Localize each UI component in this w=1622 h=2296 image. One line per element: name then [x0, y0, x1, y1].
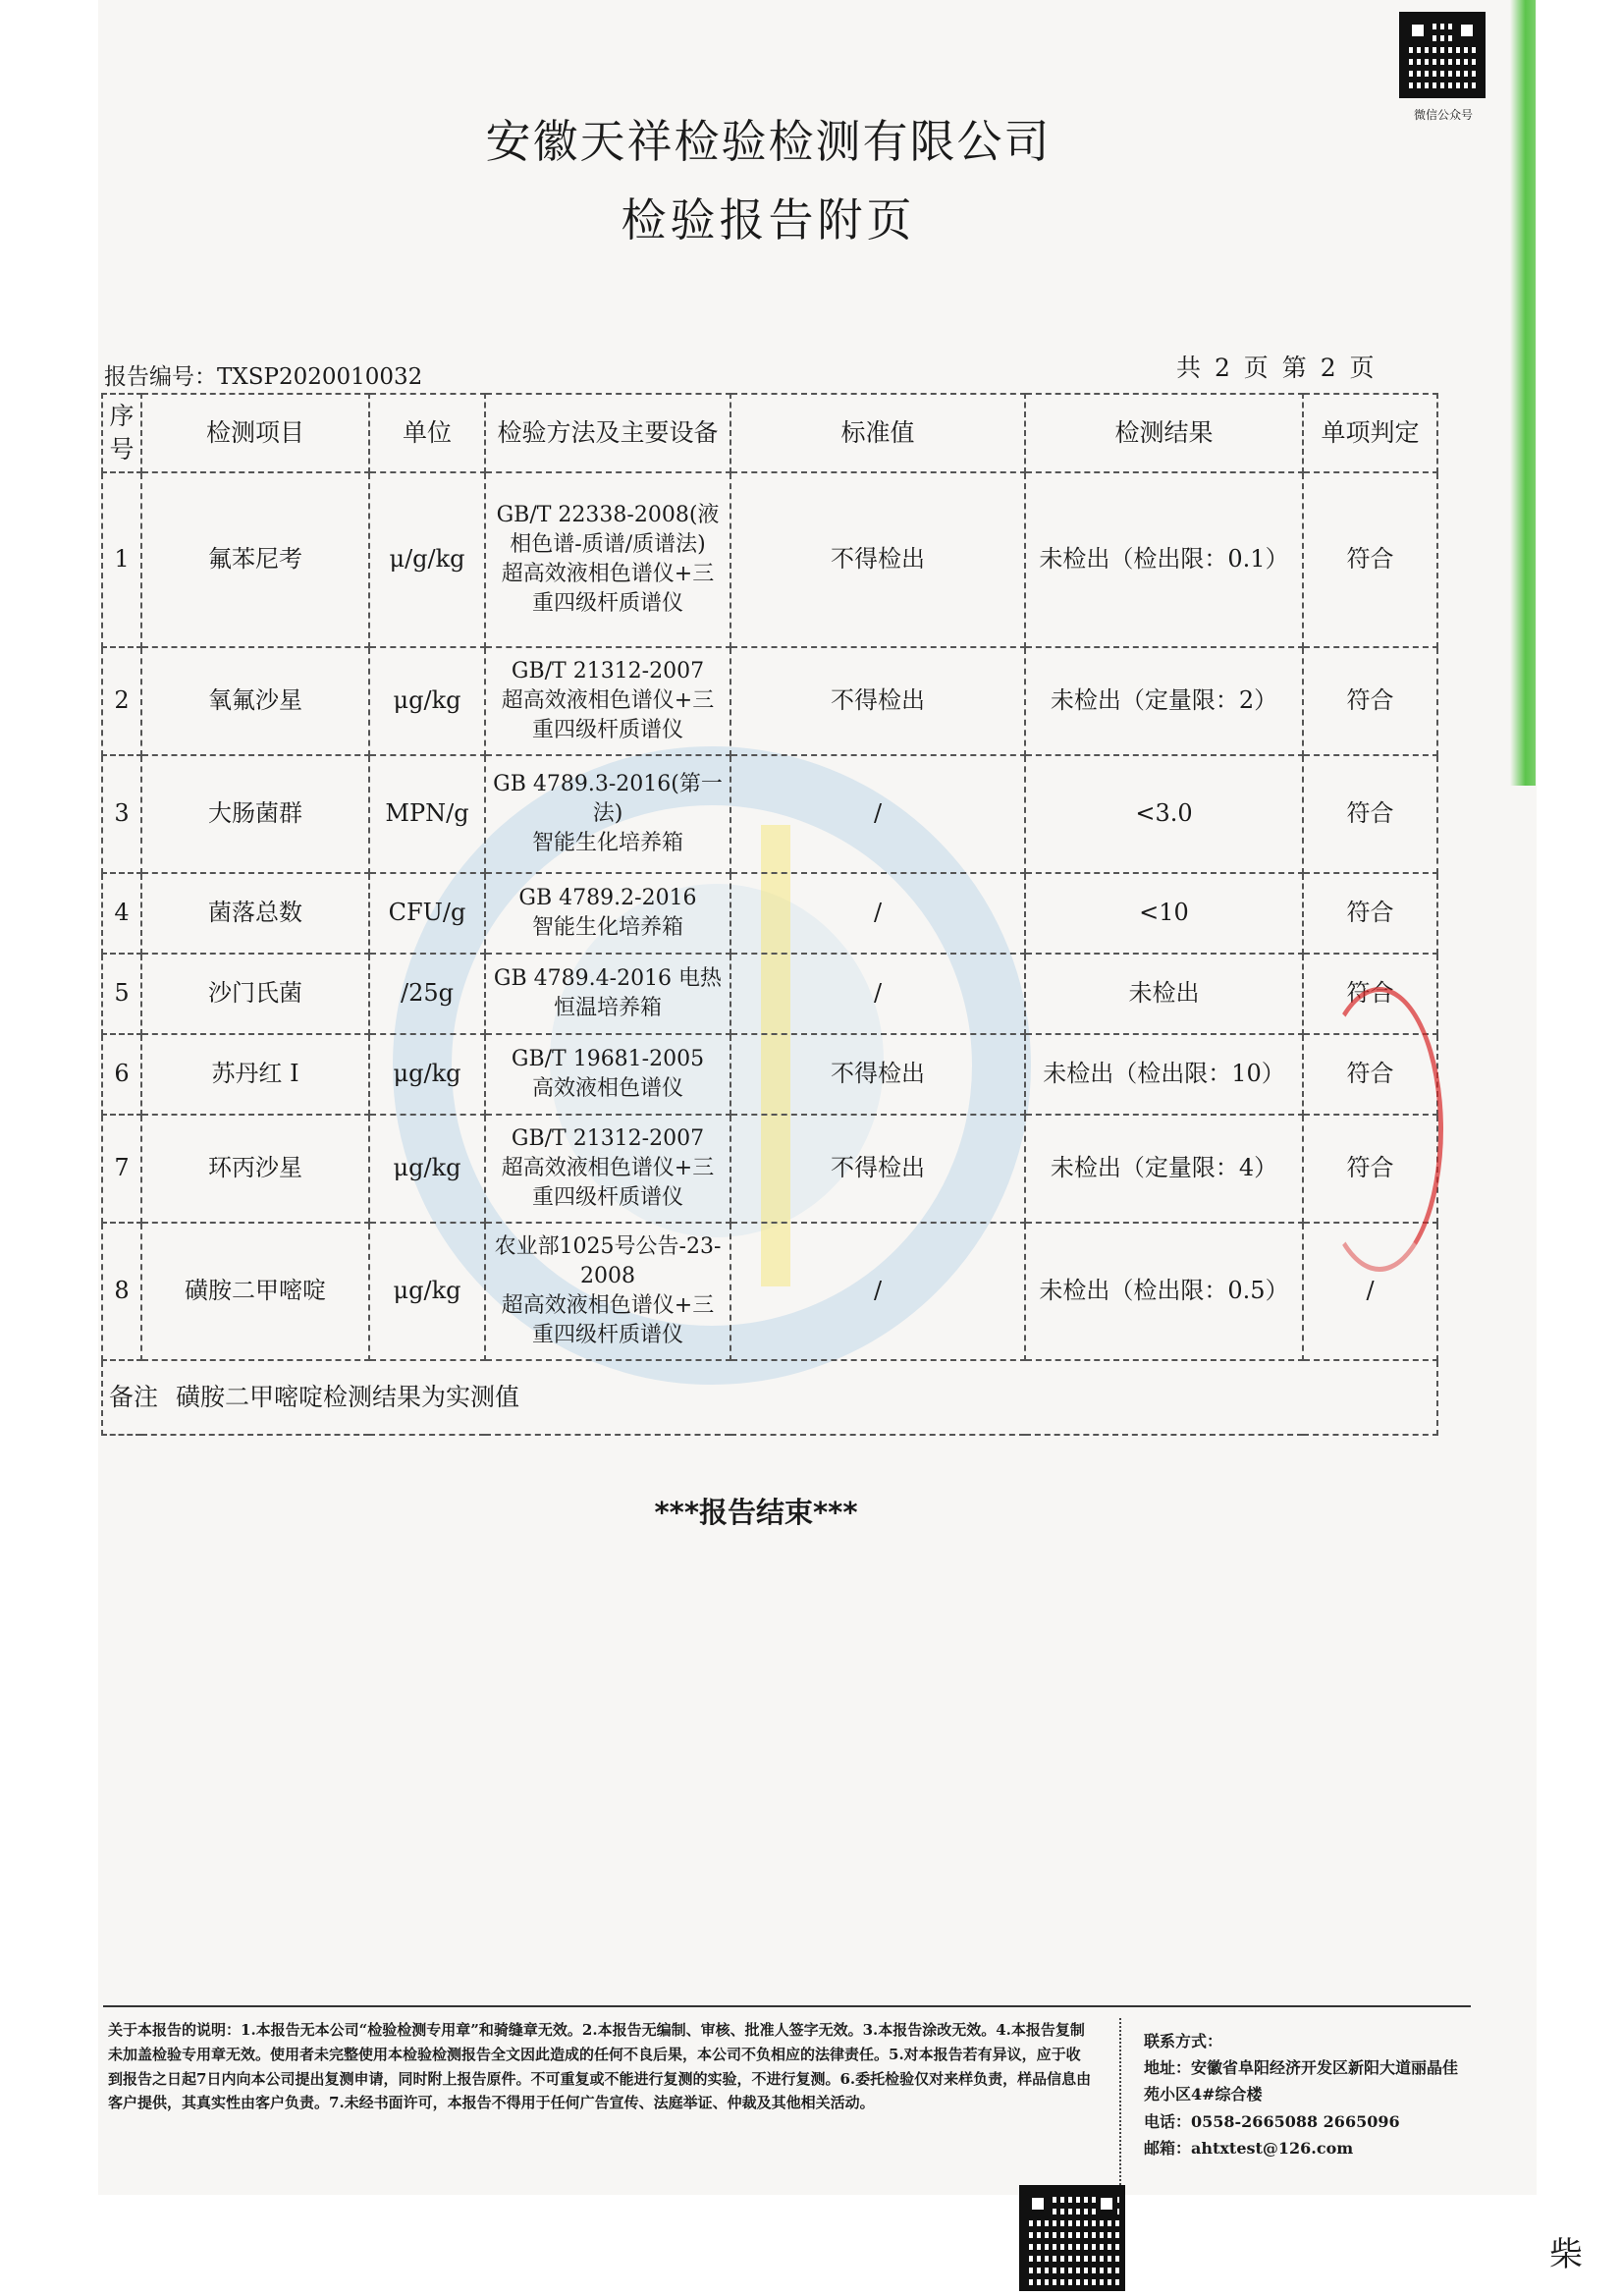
table-row [102, 1034, 1437, 1115]
table-row [102, 954, 1437, 1034]
test-result: 未检出（检出限：0.5） [1025, 1223, 1303, 1360]
verdict: 符合 [1303, 1034, 1437, 1115]
standard-value: 不得检出 [730, 1115, 1025, 1223]
test-method: GB/T 21312-2007 超高效液相色谱仪+三重四级杆质谱仪 [485, 1115, 730, 1223]
footer-column-divider [1119, 2018, 1121, 2185]
test-item: 菌落总数 [141, 873, 369, 954]
contact-address: 地址：安徽省阜阳经济开发区新阳大道丽晶佳苑小区4#综合楼 [1144, 2058, 1459, 2105]
table-row [102, 755, 1437, 873]
test-method: GB 4789.4-2016 电热恒温培养箱 [485, 954, 730, 1034]
footer-divider-line [103, 2005, 1471, 2007]
qr-code-icon [1019, 2185, 1125, 2291]
unit: μg/kg [369, 647, 485, 755]
row-number: 5 [102, 954, 141, 1034]
column-header: 序号 [102, 394, 141, 472]
verdict: 符合 [1303, 647, 1437, 755]
test-method: GB/T 22338-2008(液相色谱-质谱/质谱法) 超高效液相色谱仪+三重四级杆质谱仪 [485, 472, 730, 647]
unit: μ/g/kg [369, 472, 485, 647]
row-number: 1 [102, 472, 141, 647]
test-result: 未检出 [1025, 954, 1303, 1034]
column-header: 标准值 [730, 394, 1025, 472]
company-name: 安徽天祥检验检测有限公司 [485, 115, 1052, 168]
test-item: 环丙沙星 [141, 1115, 369, 1223]
contact-phone: 电话：0558-2665088 2665096 [1144, 2111, 1400, 2131]
row-number: 4 [102, 873, 141, 954]
table-row [102, 647, 1437, 755]
unit: MPN/g [369, 755, 485, 873]
report-end: ***报告结束*** [654, 1496, 858, 1529]
column-header: 单位 [369, 394, 485, 472]
unit: μg/kg [369, 1115, 485, 1223]
table-row [102, 873, 1437, 954]
standard-value: / [730, 954, 1025, 1034]
table-header-row [102, 394, 1437, 472]
verdict: 符合 [1303, 472, 1437, 647]
note-row [102, 1360, 1437, 1435]
column-header: 检测结果 [1025, 394, 1303, 472]
qr-code-icon [1399, 12, 1486, 98]
official-seal [1316, 987, 1443, 1272]
test-method: GB/T 21312-2007 超高效液相色谱仪+三重四级杆质谱仪 [485, 647, 730, 755]
test-item: 沙门氏菌 [141, 954, 369, 1034]
verdict: 符合 [1303, 1115, 1437, 1223]
row-number: 2 [102, 647, 141, 755]
row-number: 7 [102, 1115, 141, 1223]
standard-value: / [730, 755, 1025, 873]
column-header: 检验方法及主要设备 [485, 394, 730, 472]
contact-block [1144, 2028, 1468, 2161]
test-item: 磺胺二甲嘧啶 [141, 1223, 369, 1360]
note-text: 磺胺二甲嘧啶检测结果为实测值 [175, 1382, 519, 1411]
test-result: 未检出（检出限：10） [1025, 1034, 1303, 1115]
contact-email: 邮箱：ahtxtest@126.com [1144, 2138, 1354, 2158]
verdict: 符合 [1303, 755, 1437, 873]
table-row [102, 1115, 1437, 1223]
verdict: / [1303, 1223, 1437, 1360]
note-label: 备注 [109, 1382, 159, 1411]
test-result: 未检出（定量限：2） [1025, 647, 1303, 755]
test-item: 苏丹红 I [141, 1034, 369, 1115]
standard-value: / [730, 873, 1025, 954]
row-number: 3 [102, 755, 141, 873]
test-result: <3.0 [1025, 755, 1303, 873]
row-number: 6 [102, 1034, 141, 1115]
test-item: 氟苯尼考 [141, 472, 369, 647]
row-number: 8 [102, 1223, 141, 1360]
verdict: 符合 [1303, 873, 1437, 954]
column-header: 检测项目 [141, 394, 369, 472]
results-table [101, 393, 1438, 1436]
column-header: 单项判定 [1303, 394, 1437, 472]
standard-value: 不得检出 [730, 647, 1025, 755]
unit: CFU/g [369, 873, 485, 954]
document-title: 检验报告附页 [621, 193, 916, 246]
standard-value: / [730, 1223, 1025, 1360]
verdict: 符合 [1303, 954, 1437, 1034]
page-indicator: 共 2 页 第 2 页 [1176, 354, 1378, 382]
test-result: 未检出（定量限：4） [1025, 1115, 1303, 1223]
unit: /25g [369, 954, 485, 1034]
report-disclaimer: 关于本报告的说明：1.本报告无本公司“检验检测专用章”和骑缝章无效。2.本报告无编制、审核、批准人签字无效。3.本报告涂改无效。4.本报告复制未加盖检验专用章无效。使用者未完整使用本检验检测报告全文因此造成的任何不良后果，本公司不负相应的法律责任。5.对本报告若有异议，应于收到报告之日起7日内向本公司提出复测申请，同时附上报告原件。不可重复或不能进行复测的实验，不进行复测。6.委托检验仅对来样负责，样品信息由客户提供，其真实性由客户负责。7.未经书面许可，本报告不得用于任何广告宣传、法庭举证、仲裁及其他相关活动。 [108, 2021, 1092, 2112]
table-row [102, 1223, 1437, 1360]
test-method: GB 4789.3-2016(第一法) 智能生化培养箱 [485, 755, 730, 873]
background-edge [1510, 0, 1536, 786]
page-mark: 柴 [1549, 2235, 1583, 2274]
standard-value: 不得检出 [730, 472, 1025, 647]
unit: μg/kg [369, 1034, 485, 1115]
test-item: 大肠菌群 [141, 755, 369, 873]
test-method: GB 4789.2-2016 智能生化培养箱 [485, 873, 730, 954]
contact-title: 联系方式： [1144, 2032, 1223, 2050]
test-method: GB/T 19681-2005 高效液相色谱仪 [485, 1034, 730, 1115]
qr-caption: 微信公众号 [1413, 108, 1473, 122]
report-number: 报告编号：TXSP2020010032 [104, 364, 423, 390]
unit: μg/kg [369, 1223, 485, 1360]
table-row [102, 472, 1437, 647]
test-result: 未检出（检出限：0.1） [1025, 472, 1303, 647]
standard-value: 不得检出 [730, 1034, 1025, 1115]
test-item: 氧氟沙星 [141, 647, 369, 755]
test-method: 农业部1025号公告-23-2008 超高效液相色谱仪+三重四级杆质谱仪 [485, 1223, 730, 1360]
test-result: <10 [1025, 873, 1303, 954]
